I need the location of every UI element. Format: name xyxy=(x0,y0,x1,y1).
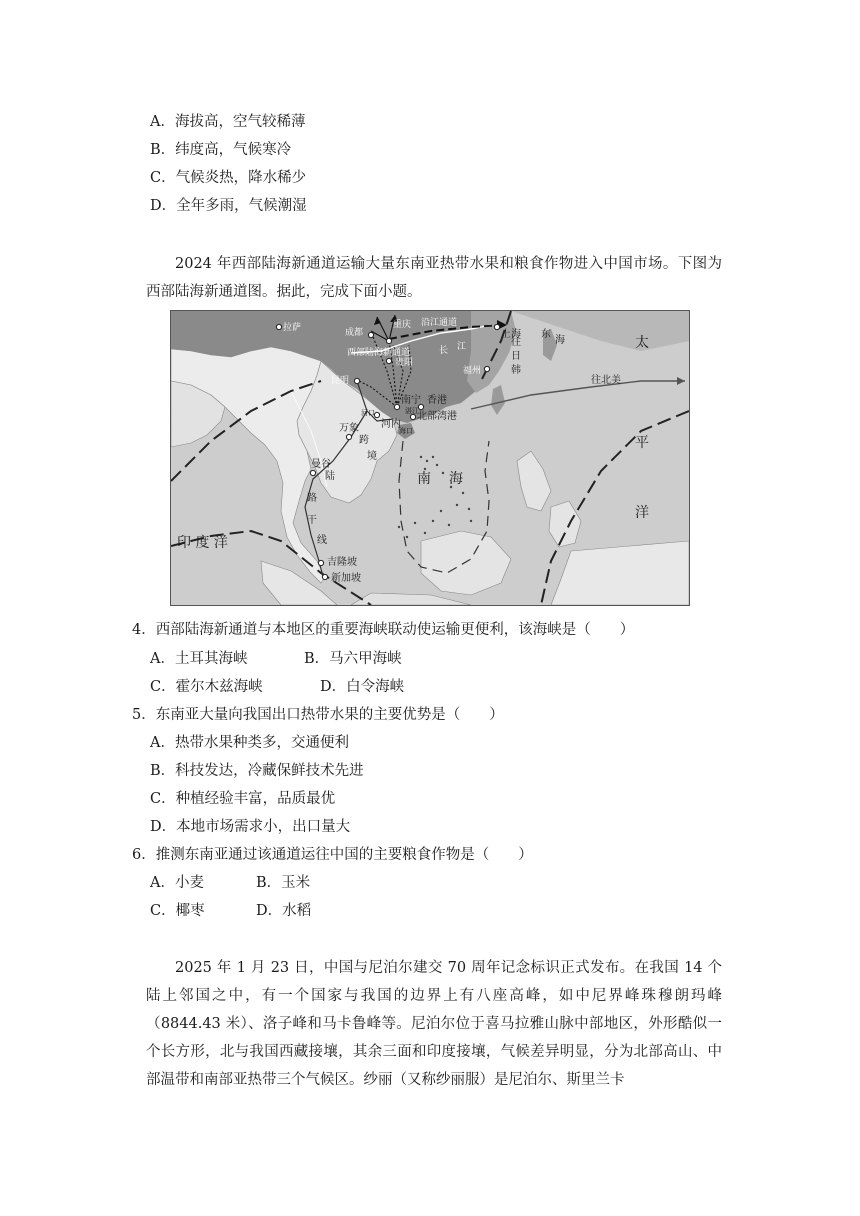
q6-option-d: D．水稻 xyxy=(256,903,312,919)
label-chang: 长 xyxy=(439,346,449,356)
label-fuzhou: 福州 xyxy=(463,366,482,376)
q4-option-d: D．白令海峡 xyxy=(320,679,405,695)
q6-option-a: A．小麦 xyxy=(150,875,204,891)
label-hai2: 海 xyxy=(449,471,463,487)
q4-option-c: C．霍尔木兹海峡 xyxy=(150,679,263,695)
label-lasa: 拉萨 xyxy=(283,323,302,333)
label-hai: 海 xyxy=(555,335,565,346)
q6-option-b: B．玉米 xyxy=(256,875,311,891)
label-haikou: 海口 xyxy=(399,427,413,435)
intro-text-2: 2025 年 1 月 23 日，中国与尼泊尔建交 70 周年记念标识正式发布。在我国 14 个陆上邻国之中，有一个国家与我国的边界上有八座高峰，如中尼界峰珠穆朗玛峰（8844.43 米）、洛子峰和马卡鲁峰等。尼泊尔位于喜马拉雅山脉中部地区，外形酷似一个长方形，北与我国西藏接壤，其余三面和印度接壤，气候差异明显，分为北部高山、中部温带和南部亚热带三个气候区。纱丽（又称纱丽服）是尼泊尔、斯里兰卡 xyxy=(146,960,722,1088)
label-xibu-corridor: 西部陆海新通道 xyxy=(347,348,411,358)
q5-option-c: C．种植经验丰富，品质最优 xyxy=(150,791,336,807)
label-jilongpo: 吉隆坡 xyxy=(327,557,357,568)
q5-option-d: D．本地市场需求小，出口量大 xyxy=(150,819,351,835)
label-nanning: 南宁 xyxy=(401,395,421,406)
q3-option-c: C．气候炎热，降水稀少 xyxy=(150,170,307,186)
map-svg xyxy=(171,311,689,605)
label-ping: 平 xyxy=(635,435,649,451)
q4-option-a: A．土耳其海峡 xyxy=(150,651,248,667)
label-zhanjiang: 湛江 xyxy=(405,407,419,415)
label-lu: 陆 xyxy=(325,471,335,482)
intro-text-1: 2024 年西部陆海新通道运输大量东南亚热带水果和粮食作物进入中国市场。下图为西部陆海新通道图。据此，完成下面小题。 xyxy=(146,256,722,300)
label-dong: 东 xyxy=(541,329,551,340)
intro-paragraph-2 xyxy=(146,954,722,1094)
label-beibuwan: 北部湾港 xyxy=(417,411,457,422)
label-indian-ocean: 印 度 洋 xyxy=(177,535,228,551)
q6-stem: 6．推测东南亚通过该通道运往中国的主要粮食作物是（ ） xyxy=(132,847,533,863)
q5-option-b: B．科技发达，冷藏保鲜技术先进 xyxy=(150,763,364,779)
label-gan: 干 xyxy=(307,515,317,526)
label-jiang: 江 xyxy=(457,342,467,352)
label-xian: 线 xyxy=(317,535,327,546)
label-lu2: 路 xyxy=(307,493,317,504)
label-xianggang: 香港 xyxy=(427,395,447,406)
q3-option-a: A．海拔高，空气较稀薄 xyxy=(150,114,306,130)
label-han: 韩 xyxy=(511,365,521,376)
q3-option-b: B．纬度高，气候寒冷 xyxy=(150,142,292,158)
label-xinjiapo: 新加坡 xyxy=(331,573,361,584)
label-shanghai: 上海 xyxy=(501,329,521,340)
label-mangu: 曼谷 xyxy=(311,459,331,470)
label-ri: 日 xyxy=(511,351,521,362)
label-hekou: 河口 xyxy=(361,409,375,417)
label-hanoi: 河内 xyxy=(381,419,401,430)
western-land-sea-corridor-map xyxy=(170,310,690,606)
label-chongqing: 重庆 xyxy=(393,320,412,330)
q4-option-b: B．马六甲海峡 xyxy=(304,651,402,667)
label-nan: 南 xyxy=(417,471,431,487)
intro-paragraph-1 xyxy=(146,250,722,306)
q6-option-c: C．椰枣 xyxy=(150,903,205,919)
label-yang: 洋 xyxy=(635,505,649,521)
q5-stem: 5．东南亚大量向我国出口热带水果的主要优势是（ ） xyxy=(132,707,504,723)
label-guiyang: 贵阳 xyxy=(395,358,414,368)
label-jing: 境 xyxy=(367,451,377,462)
label-chengdu: 成都 xyxy=(345,328,364,338)
q5-option-a: A．热带水果种类多，交通便利 xyxy=(150,735,349,751)
q4-stem: 4．西部陆海新通道与本地区的重要海峡联动使运输更便利，该海峡是（ ） xyxy=(132,622,635,638)
label-wang: 往 xyxy=(511,337,521,348)
label-tai: 太 xyxy=(635,335,649,351)
label-kua: 跨 xyxy=(359,435,369,446)
q3-option-d: D．全年多雨，气候潮湿 xyxy=(150,198,307,214)
label-north-america: 往北美 xyxy=(591,375,621,386)
label-kunming: 昆明 xyxy=(331,376,350,386)
label-wanxiang: 万象 xyxy=(339,423,359,434)
label-yanjiang: 沿江通道 xyxy=(421,318,458,328)
